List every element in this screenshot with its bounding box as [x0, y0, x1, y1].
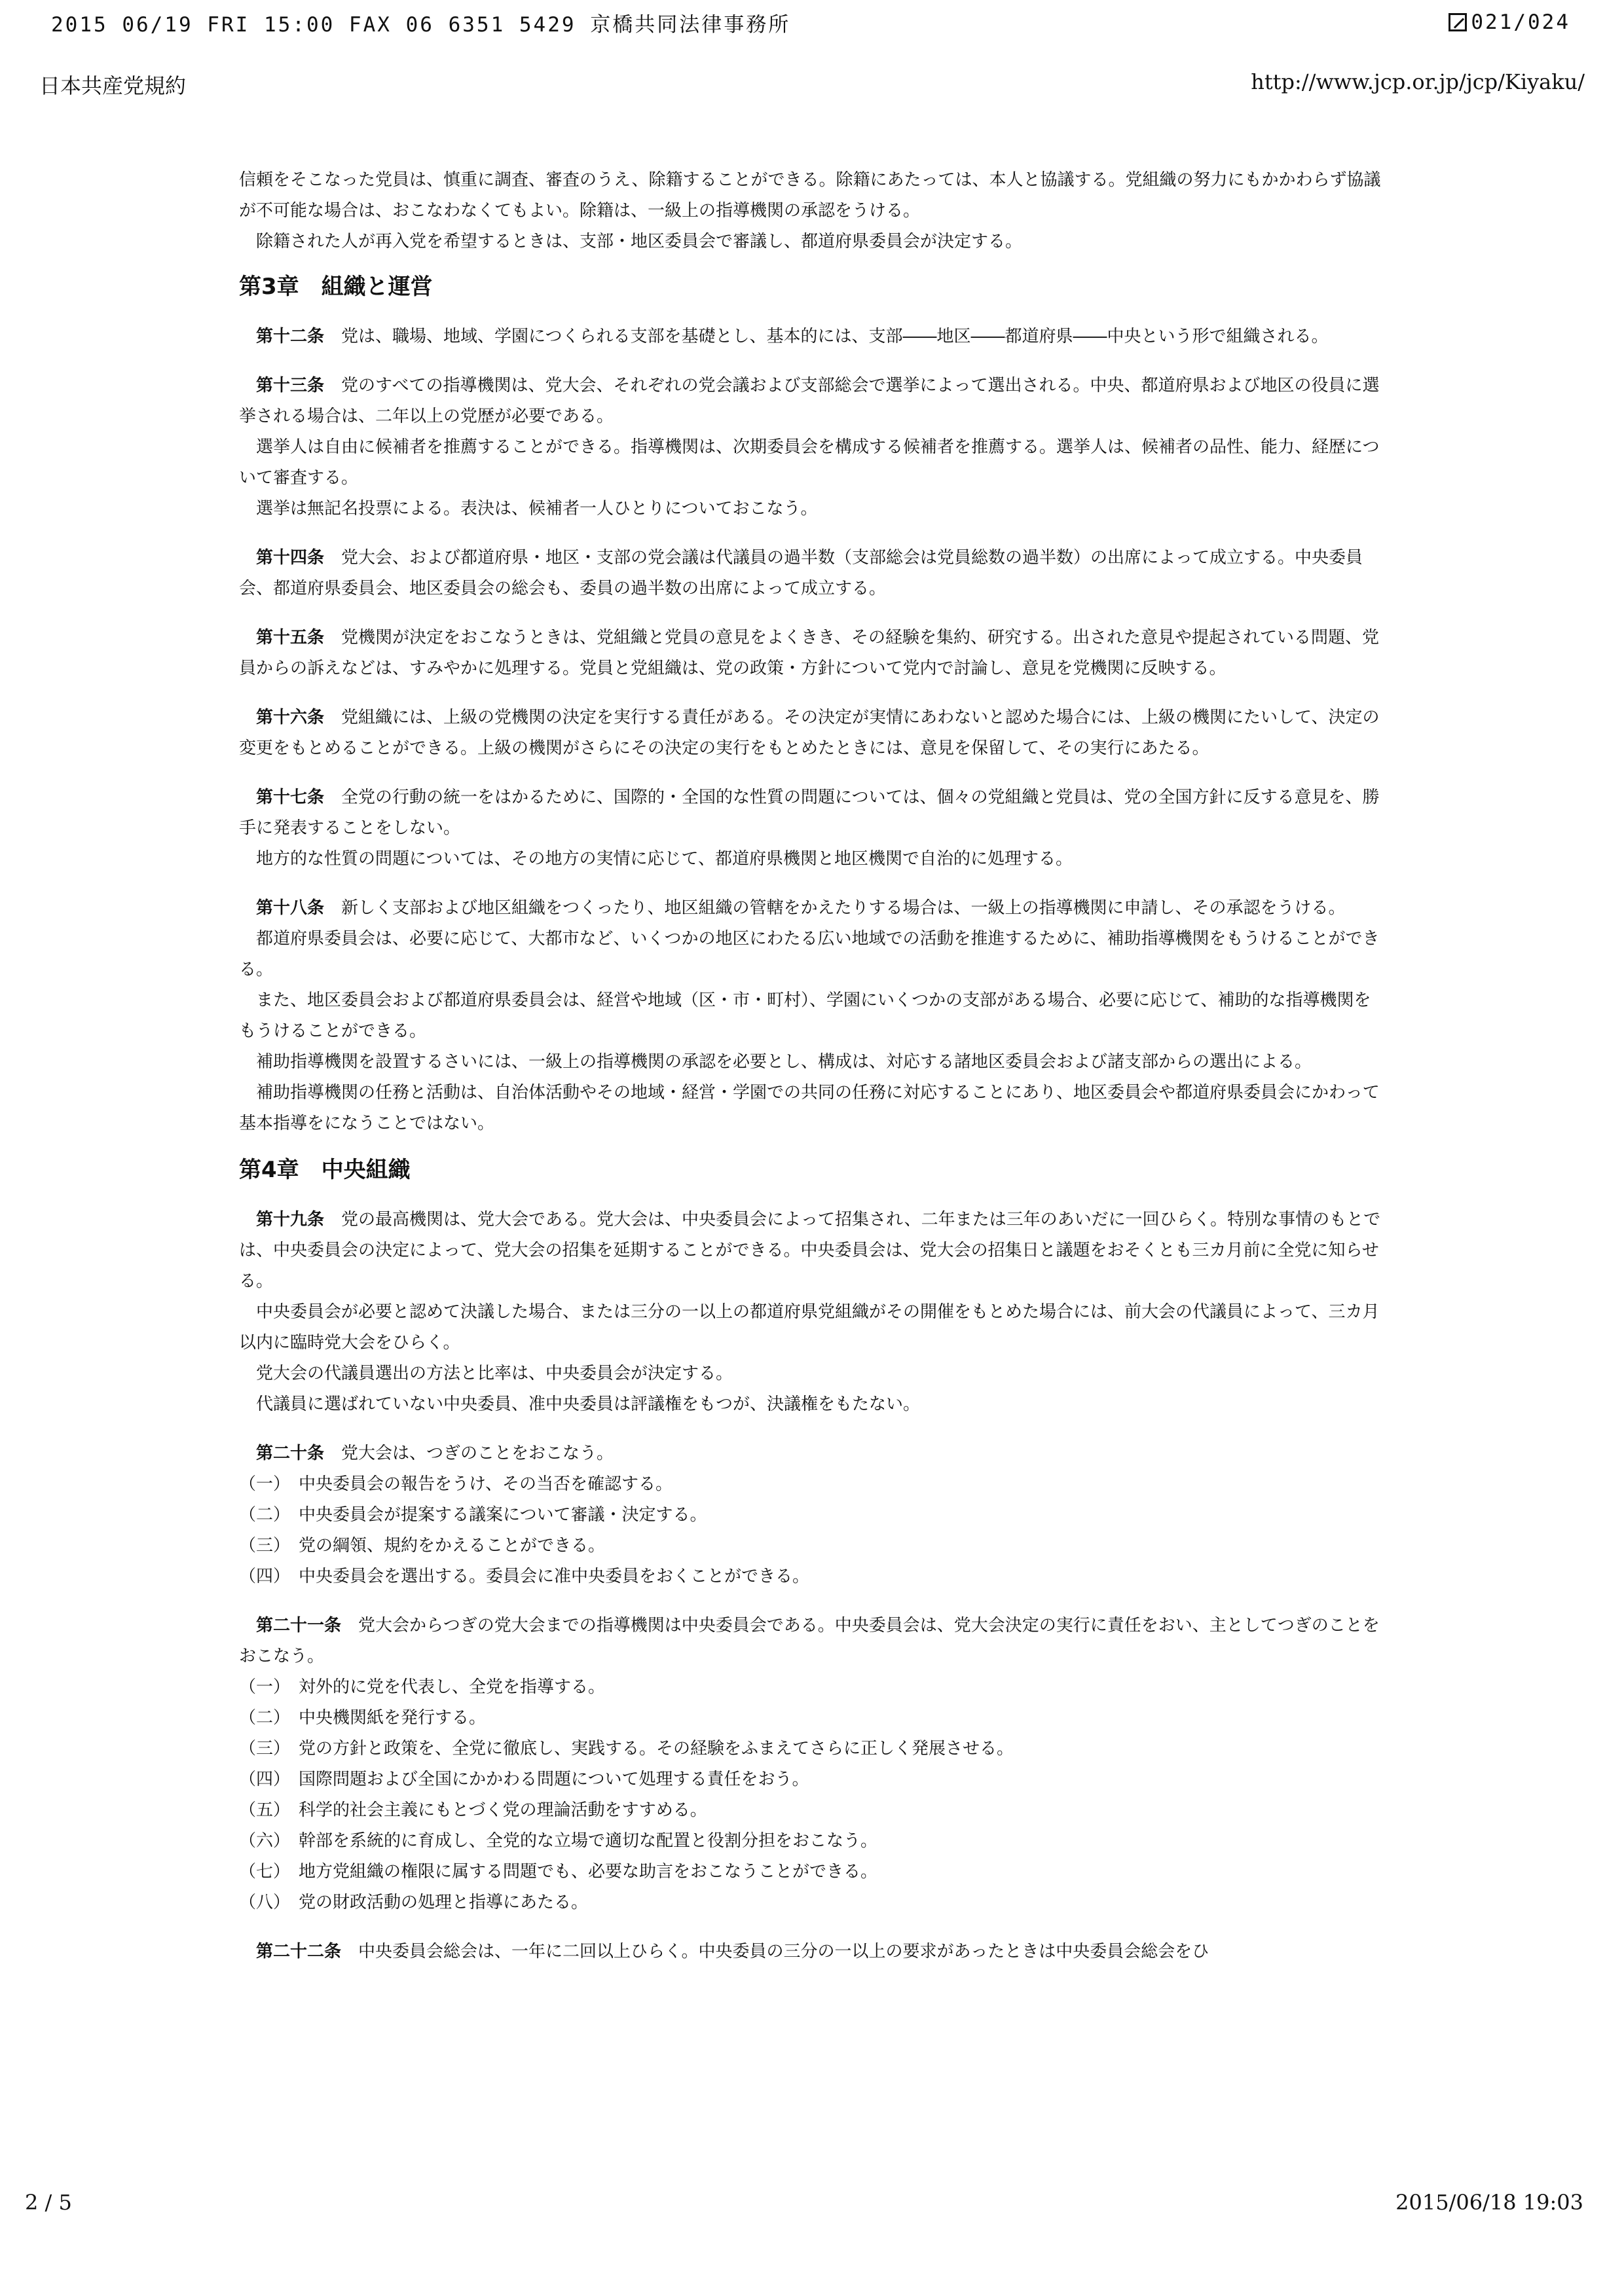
- article-paragraph: [239, 1438, 1382, 1469]
- article-paragraph: [239, 702, 1382, 764]
- page-number: 2 / 5: [25, 2190, 72, 2215]
- print-datetime: 2015/06/18 19:03: [1395, 2190, 1583, 2215]
- intro-paragraph: 信頼をそこなった党員は、慎重に調査、審査のうえ、除籍することができる。除籍にあたっては、本人と協議する。党組織の努力にもかかわらず協議が不可能な場合は、おこなわなくてもよい。除籍は、一級上の指導機関の承認をうける。: [239, 170, 1381, 221]
- article-label: 第十六条: [256, 708, 325, 727]
- article-text: 党は、職場、地域、学園につくられる支部を基礎とし、基本的には、支部――地区――都道府県――中央という形で組織される。: [341, 327, 1329, 346]
- article-paragraph: 党大会の代議員選出の方法と比率は、中央委員会が決定する。: [256, 1364, 733, 1383]
- article-label: 第十七条: [256, 788, 325, 807]
- article-list-item: （二） 中央委員会が提案する議案について審議・決定する。: [239, 1505, 707, 1525]
- article-label: 第二十条: [256, 1444, 325, 1463]
- article: [239, 1438, 1382, 1592]
- article-paragraph: 補助指導機関を設置するさいには、一級上の指導機関の承認を必要とし、構成は、対応する諸地区委員会および諸支部からの選出による。: [256, 1052, 1312, 1072]
- article-text: 党大会からつぎの党大会までの指導機関は中央委員会である。中央委員会は、党大会決定の実行に責任をおい、主としてつぎのことをおこなう。: [239, 1616, 1380, 1666]
- article-list-item: （六） 幹部を系統的に育成し、全党的な立場で適切な配置と役割分担をおこなう。: [239, 1831, 878, 1851]
- article-label: 第十五条: [256, 628, 325, 647]
- article-paragraph: 都道府県委員会は、必要に応じて、大都市など、いくつかの地区にわたる広い地域での活動を推進するために、補助指導機関をもうけることができる。: [239, 929, 1380, 979]
- article-list-item: （三） 党の綱領、規約をかえることができる。: [239, 1536, 606, 1556]
- article: [239, 893, 1382, 1139]
- article: [239, 371, 1382, 524]
- chapter-3-articles: [239, 321, 1382, 1139]
- article-label: 第二十一条: [256, 1616, 342, 1635]
- article-paragraph: また、地区委員会および都道府県委員会は、経営や地域（区・市・町村）、学園にいくつかの支部がある場合、必要に応じて、補助的な指導機関をもうけることができる。: [239, 991, 1371, 1041]
- article-paragraph: [239, 1611, 1382, 1672]
- article-text: 党のすべての指導機関は、党大会、それぞれの党会議および支部総会で選挙によって選出される。中央、都道府県および地区の役員に選挙される場合は、二年以上の党歴が必要である。: [239, 376, 1380, 426]
- article-list-item: （三） 党の方針と政策を、全党に徹底し、実践する。その経験をふまえてさらに正しく発展させる。: [239, 1739, 1014, 1758]
- article-list-item: （五） 科学的社会主義にもとづく党の理論活動をすすめる。: [239, 1800, 707, 1820]
- article-paragraph: [239, 543, 1382, 604]
- article: [239, 702, 1382, 764]
- page-header: [39, 69, 1585, 100]
- article-paragraph: [239, 623, 1382, 684]
- article-label: 第十四条: [256, 548, 325, 568]
- article-paragraph: 選挙は無記名投票による。表決は、候補者一人ひとりについておこなう。: [256, 499, 818, 519]
- fax-header-info: 2015 06/19 FRI 15:00 FAX 06 6351 5429 京橋共同法律事務所: [51, 12, 791, 37]
- article-paragraph: 補助指導機関の任務と活動は、自治体活動やその地域・経営・学園での共同の任務に対応することにあり、地区委員会や都道府県委員会にかわって基本指導をになうことではない。: [239, 1083, 1380, 1133]
- article-label: 第十九条: [256, 1210, 325, 1230]
- article-paragraph: [239, 1937, 1382, 1967]
- article: [239, 1611, 1382, 1918]
- article-paragraph: 選挙人は自由に候補者を推薦することができる。指導機関は、次期委員会を構成する候補者を推薦する。選挙人は、候補者の品性、能力、経歴について審査する。: [239, 437, 1380, 488]
- article-list-item: （七） 地方党組織の権限に属する問題でも、必要な助言をおこなうことができる。: [239, 1862, 878, 1882]
- page-url: http://www.jcp.or.jp/jcp/Kiyaku/: [1251, 69, 1585, 94]
- article-label: 第十二条: [256, 327, 325, 346]
- article-paragraph: [239, 371, 1382, 432]
- article-list-item: （一） 対外的に党を代表し、全党を指導する。: [239, 1677, 606, 1697]
- article-label: 第十三条: [256, 376, 325, 395]
- article-list-item: （二） 中央機関紙を発行する。: [239, 1708, 487, 1728]
- chapter-4-title: 第4章 中央組織: [239, 1157, 411, 1183]
- page-title: 日本共産党規約: [39, 73, 187, 98]
- article-label: 第十八条: [256, 898, 325, 918]
- article-text: 党大会は、つぎのことをおこなう。: [341, 1444, 614, 1463]
- article-list-item: （四） 国際問題および全国にかかわる問題について処理する責任をおう。: [239, 1770, 809, 1789]
- article-text: 党の最高機関は、党大会である。党大会は、中央委員会によって招集され、二年または三年のあいだに一回ひらく。特別な事情のもとでは、中央委員会の決定によって、党大会の招集を延期することができる。中央委員会は、党大会の招集日と議題をおそくとも三カ月前に全党に知らせる。: [239, 1210, 1381, 1291]
- article-text: 全党の行動の統一をはかるために、国際的・全国的な性質の問題については、個々の党組織と党員は、党の全国方針に反する意見を、勝手に発表することをしない。: [239, 788, 1380, 838]
- article-label: 第二十二条: [256, 1942, 342, 1961]
- article-list-item: （四） 中央委員会を選出する。委員会に准中央委員をおくことができる。: [239, 1567, 810, 1586]
- article: [239, 1205, 1382, 1420]
- article: [239, 782, 1382, 875]
- intro-paragraph: 除籍された人が再入党を希望するときは、支部・地区委員会で審議し、都道府県委員会が決定する。: [256, 232, 1023, 251]
- article: [239, 543, 1382, 604]
- fax-checkbox-icon: [1449, 13, 1467, 31]
- article-text: 党機関が決定をおこなうときは、党組織と党員の意見をよくきき、その経験を集約、研究する。出された意見や提起されている問題、党員からの訴えなどは、すみやかに処理する。党員と党組織は、党の政策・方針について党内で討論し、意見を党機関に反映する。: [239, 628, 1379, 678]
- fax-page-label: 021/024: [1471, 10, 1570, 34]
- article: [239, 623, 1382, 684]
- article-paragraph: 代議員に選ばれていない中央委員、准中央委員は評議権をもつが、決議権をもたない。: [256, 1394, 921, 1414]
- article-paragraph: [239, 1205, 1382, 1297]
- article-list-item: （八） 党の財政活動の処理と指導にあたる。: [239, 1893, 589, 1912]
- article: [239, 321, 1382, 352]
- article-list-item: （一） 中央委員会の報告をうけ、その当否を確認する。: [239, 1474, 673, 1494]
- document-body: [239, 165, 1382, 1967]
- article-text: 党大会、および都道府県・地区・支部の党会議は代議員の過半数（支部総会は党員総数の過半数）の出席によって成立する。中央委員会、都道府県委員会、地区委員会の総会も、委員の過半数の出席によって成立する。: [239, 548, 1363, 598]
- article-text: 新しく支部および地区組織をつくったり、地区組織の管轄をかえたりする場合は、一級上の指導機関に申請し、その承認をうける。: [341, 898, 1346, 918]
- article-text: 中央委員会総会は、一年に二回以上ひらく。中央委員の三分の一以上の要求があったときは中央委員会総会をひ: [358, 1942, 1209, 1961]
- fax-header: [51, 7, 1570, 38]
- article-paragraph: [239, 893, 1382, 924]
- chapter-4-articles: [239, 1205, 1382, 1967]
- fax-page-number: [1449, 10, 1570, 34]
- article-paragraph: [239, 782, 1382, 844]
- intro-section: [239, 165, 1382, 257]
- article-paragraph: 中央委員会が必要と認めて決議した場合、または三分の一以上の都道府県党組織がその開催をもとめた場合には、前大会の代議員によって、三カ月以内に臨時党大会をひらく。: [239, 1302, 1380, 1353]
- article-paragraph: [239, 321, 1382, 352]
- chapter-3-title: 第3章 組織と運営: [239, 274, 433, 300]
- article-paragraph: 地方的な性質の問題については、その地方の実情に応じて、都道府県機関と地区機関で自治的に処理する。: [256, 849, 1073, 869]
- article-text: 党組織には、上級の党機関の決定を実行する責任がある。その決定が実情にあわないと認めた場合には、上級の機関にたいして、決定の変更をもとめることができる。上級の機関がさらにその決定の実行をもとめたときには、意見を保留して、その実行にあたる。: [239, 708, 1380, 758]
- article: [239, 1937, 1382, 1967]
- page-footer: [25, 2190, 1583, 2215]
